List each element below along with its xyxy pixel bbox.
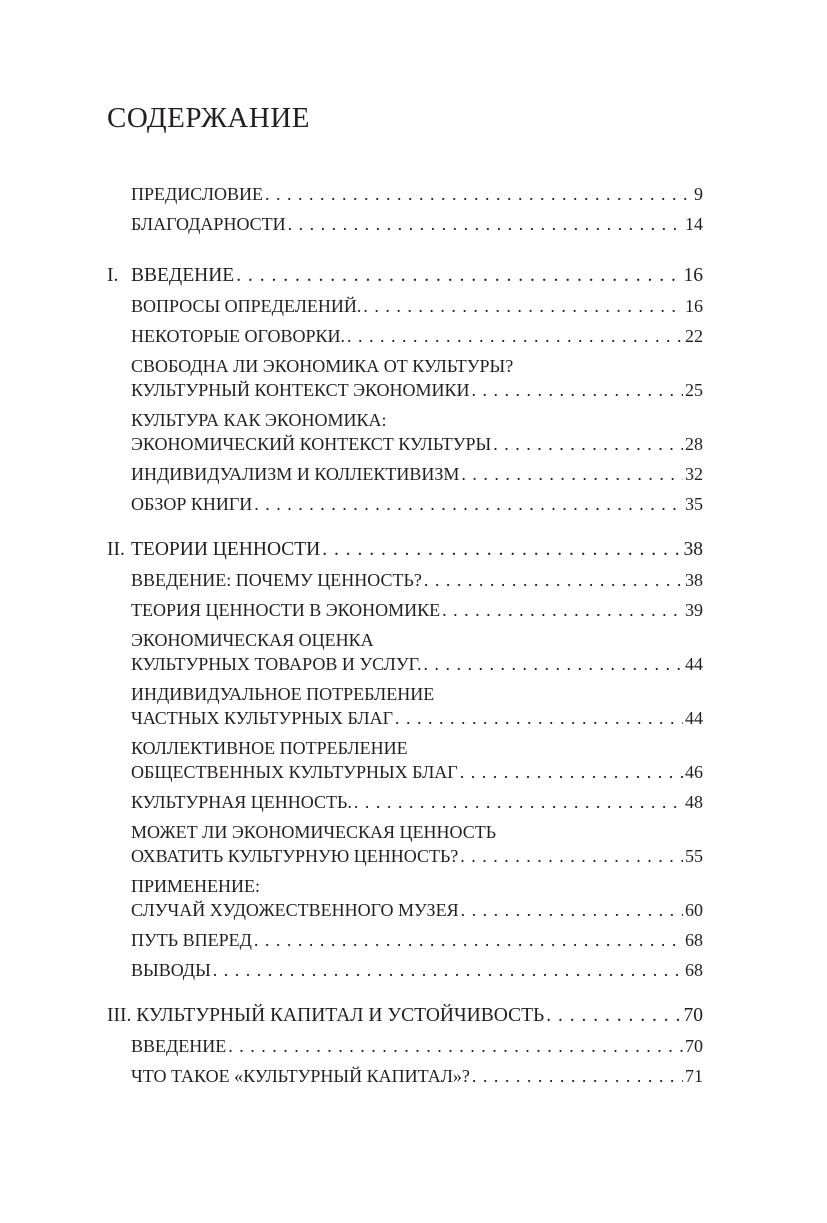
toc-page-number: 22 — [685, 326, 703, 346]
dot-leader — [424, 568, 683, 592]
toc-entry-label-line1: КУЛЬТУРА КАК ЭКОНОМИКА: — [131, 410, 387, 430]
toc-entry-label: ВВЕДЕНИЕ — [131, 1036, 227, 1056]
toc-entry[interactable] — [107, 874, 703, 922]
toc-page-number: 68 — [685, 960, 703, 980]
dot-leader — [213, 958, 683, 982]
toc-page-number: 55 — [685, 846, 703, 866]
toc-entry-acknowledgements[interactable] — [107, 212, 703, 236]
dot-leader — [347, 324, 683, 348]
toc-entry-label: ОХВАТИТЬ КУЛЬТУРНУЮ ЦЕННОСТЬ? — [131, 846, 459, 866]
toc-chapter-1[interactable] — [107, 264, 703, 288]
toc-entry-label-line1: ИНДИВИДУАЛЬНОЕ ПОТРЕБЛЕНИЕ — [131, 684, 435, 704]
toc-page-number: 14 — [685, 214, 703, 234]
chapter-number: III. — [107, 1005, 132, 1026]
toc-page-number: 25 — [685, 380, 703, 400]
toc-entry-label: ИНДИВИДУАЛИЗМ И КОЛЛЕКТИВИЗМ — [131, 464, 460, 484]
toc-entry[interactable] — [107, 682, 703, 730]
toc-page-number: 48 — [685, 792, 703, 812]
toc-entry-label: ЧАСТНЫХ КУЛЬТУРНЫХ БЛАГ — [131, 708, 393, 728]
toc-page-number: 39 — [685, 600, 703, 620]
table-of-contents — [107, 182, 703, 1094]
toc-entry-label-line1: ЭКОНОМИЧЕСКАЯ ОЦЕНКА — [131, 630, 374, 650]
toc-page-number: 46 — [685, 762, 703, 782]
toc-page-number: 35 — [685, 494, 703, 514]
toc-entry-label: ОБЗОР КНИГИ — [131, 494, 253, 514]
dot-leader — [424, 652, 684, 676]
toc-entry-label: ВОПРОСЫ ОПРЕДЕЛЕНИЙ. — [131, 296, 362, 316]
dot-leader — [354, 790, 683, 814]
toc-entry[interactable] — [107, 324, 703, 348]
toc-entry-label: КУЛЬТУРНАЯ ЦЕННОСТЬ. — [131, 792, 352, 812]
dot-leader — [288, 212, 683, 236]
toc-entry-preface[interactable] — [107, 182, 703, 206]
toc-entry-label: ВВЕДЕНИЕ: ПОЧЕМУ ЦЕННОСТЬ? — [131, 570, 422, 590]
dot-leader — [460, 760, 683, 784]
toc-page-number: 60 — [685, 900, 703, 920]
dot-leader — [228, 1034, 683, 1058]
toc-entry[interactable] — [107, 790, 703, 814]
toc-entry[interactable] — [107, 462, 703, 486]
toc-page-number: 70 — [683, 1005, 703, 1026]
dot-leader — [546, 1004, 681, 1028]
toc-page-number: 28 — [685, 434, 703, 454]
toc-entry-label-line1: КОЛЛЕКТИВНОЕ ПОТРЕБЛЕНИЕ — [131, 738, 408, 758]
dot-leader — [395, 706, 683, 730]
toc-entry-label: ТЕОРИЯ ЦЕННОСТИ В ЭКОНОМИКЕ — [131, 600, 441, 620]
toc-entry-label: ОБЩЕСТВЕННЫХ КУЛЬТУРНЫХ БЛАГ — [131, 762, 458, 782]
toc-entry[interactable] — [107, 628, 703, 676]
toc-entry[interactable] — [107, 736, 703, 784]
toc-page-number: 38 — [683, 539, 703, 560]
toc-page-number: 16 — [685, 296, 703, 316]
toc-page-number: 71 — [685, 1066, 703, 1086]
toc-entry-label: КУЛЬТУРНЫЙ КОНТЕКСТ ЭКОНОМИКИ — [131, 380, 470, 400]
toc-entry[interactable] — [107, 408, 703, 456]
toc-page-number: 44 — [685, 654, 703, 674]
toc-page-number: 32 — [685, 464, 703, 484]
toc-entry-label: НЕКОТОРЫЕ ОГОВОРКИ. — [131, 326, 345, 346]
toc-entry[interactable] — [107, 928, 703, 952]
toc-entry[interactable] — [107, 354, 703, 402]
dot-leader — [363, 294, 683, 318]
toc-entry-label: БЛАГОДАРНОСТИ — [131, 214, 286, 234]
toc-entry-label: ЧТО ТАКОЕ «КУЛЬТУРНЫЙ КАПИТАЛ»? — [131, 1066, 470, 1086]
toc-page-number: 38 — [685, 570, 703, 590]
chapter-title: КУЛЬТУРНЫЙ КАПИТАЛ И УСТОЙЧИВОСТЬ — [136, 1005, 545, 1026]
chapter-title: ВВЕДЕНИЕ — [131, 265, 235, 286]
dot-leader — [254, 492, 683, 516]
toc-entry[interactable] — [107, 958, 703, 982]
dot-leader — [493, 432, 683, 456]
toc-entry-label: ЭКОНОМИЧЕСКИЙ КОНТЕКСТ КУЛЬТУРЫ — [131, 434, 492, 454]
dot-leader — [460, 844, 683, 868]
dot-leader — [442, 598, 683, 622]
toc-chapter-3[interactable] — [107, 1004, 703, 1028]
dot-leader — [461, 462, 683, 486]
toc-entry-label-line1: СВОБОДНА ЛИ ЭКОНОМИКА ОТ КУЛЬТУРЫ? — [131, 356, 514, 376]
toc-chapter-2[interactable] — [107, 538, 703, 562]
toc-entry[interactable] — [107, 598, 703, 622]
dot-leader — [236, 264, 681, 288]
toc-entry-label: СЛУЧАЙ ХУДОЖЕСТВЕННОГО МУЗЕЯ — [131, 900, 459, 920]
toc-entry-label: ПРЕДИСЛОВИЕ — [131, 184, 264, 204]
toc-page-number: 16 — [683, 265, 703, 286]
toc-page-number: 44 — [685, 708, 703, 728]
toc-entry-label-line1: МОЖЕТ ЛИ ЭКОНОМИЧЕСКАЯ ЦЕННОСТЬ — [131, 822, 497, 842]
dot-leader — [322, 538, 681, 562]
toc-entry-label-line1: ПРИМЕНЕНИЕ: — [131, 876, 260, 896]
toc-entry[interactable] — [107, 1064, 703, 1088]
toc-entry-label: ВЫВОДЫ — [131, 960, 211, 980]
toc-entry[interactable] — [107, 568, 703, 592]
dot-leader — [254, 928, 683, 952]
toc-page-number: 68 — [685, 930, 703, 950]
dot-leader — [472, 378, 683, 402]
chapter-number: I. — [107, 265, 119, 286]
toc-page-number: 70 — [685, 1036, 703, 1056]
toc-entry-label: КУЛЬТУРНЫХ ТОВАРОВ И УСЛУГ. — [131, 654, 422, 674]
page-title: СОДЕРЖАНИЕ — [107, 102, 310, 134]
dot-leader — [461, 898, 683, 922]
dot-leader — [265, 182, 692, 206]
dot-leader — [472, 1064, 683, 1088]
toc-entry[interactable] — [107, 1034, 703, 1058]
chapter-number: II. — [107, 539, 125, 560]
toc-entry-label: ПУТЬ ВПЕРЕД — [131, 930, 252, 950]
toc-entry[interactable] — [107, 820, 703, 868]
toc-entry[interactable] — [107, 294, 703, 318]
toc-entry[interactable] — [107, 492, 703, 516]
chapter-title: ТЕОРИИ ЦЕННОСТИ — [131, 539, 321, 560]
toc-page-number: 9 — [694, 184, 703, 204]
